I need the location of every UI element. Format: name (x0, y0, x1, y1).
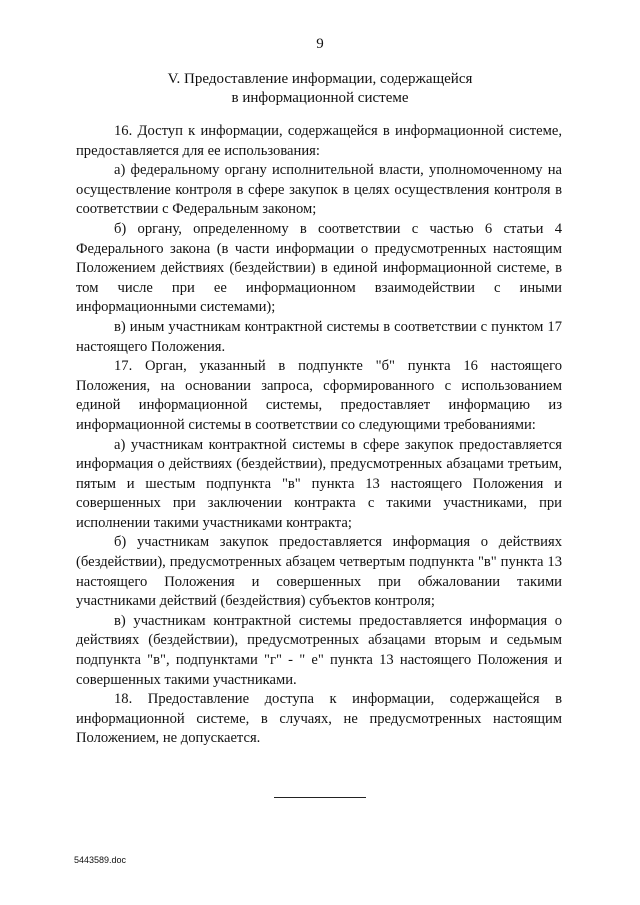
file-name-footer: 5443589.doc (74, 855, 127, 865)
paragraph-17-b: б) участникам закупок предоставляется информация о действиях (бездействии), предусмотренных абзацем четвертым подпункта "в" пункта 13 настоящего Положения и совершенных при обжаловании такими участниками действий (бездействия) субъектов контроля; (76, 534, 562, 610)
end-divider (274, 797, 366, 798)
section-heading (0, 70, 640, 108)
section-heading-line-1: V. Предоставление информации, содержащейся (167, 71, 473, 87)
paragraph-16-b: б) органу, определенному в соответствии с частью 6 статьи 4 Федерального закона (в части информации о предусмотренных настоящим Положением действиях (бездействии) в единой информационной системе, в том числе при ее информационном взаимодействии с иными информационными системами); (76, 220, 562, 316)
paragraph-16-v: в) иным участникам контрактной системы в соответствии с пунктом 17 настоящего Положения. (76, 318, 562, 355)
paragraph-17: 17. Орган, указанный в подпункте "б" пункта 16 настоящего Положения, на основании запроса, сформированного с использованием единой информационной системы, предоставляет информацию из информационной системы в соответствии со следующими требованиями: (76, 358, 562, 433)
paragraph-17-a: а) участникам контрактной системы в сфере закупок предоставляется информация о действиях (бездействии), предусмотренных абзацами третьим, пятым и шестым подпункта "в" пункта 13 настоящего Положения и совершенных при заключении контракта с такими участниками, при исполнении такими участниками контракта; (76, 436, 562, 531)
paragraph-16-a: а) федеральному органу исполнительной власти, уполномоченному на осуществление контроля в сфере закупок в целях осуществления контроля в соответствии с Федеральным законом; (76, 162, 562, 218)
paragraph-18: 18. Предоставление доступа к информации, содержащейся в информационной системе, в случаях, не предусмотренных настоящим Положением, не допускается. (76, 691, 562, 747)
paragraph-16: 16. Доступ к информации, содержащейся в информационной системе, предоставляется для ее использования: (76, 123, 562, 159)
paragraph-17-v: в) участникам контрактной системы предоставляется информация о действиях (бездействии), предусмотренных абзацами вторым и седьмым подпункта "в", подпунктами "г" - " е" пункта 13 настоящего Положения и совершенных такими участниками. (76, 612, 562, 688)
section-heading-line-2: в информационной системе (231, 90, 409, 106)
document-body (76, 122, 562, 749)
page-number: 9 (316, 36, 324, 52)
